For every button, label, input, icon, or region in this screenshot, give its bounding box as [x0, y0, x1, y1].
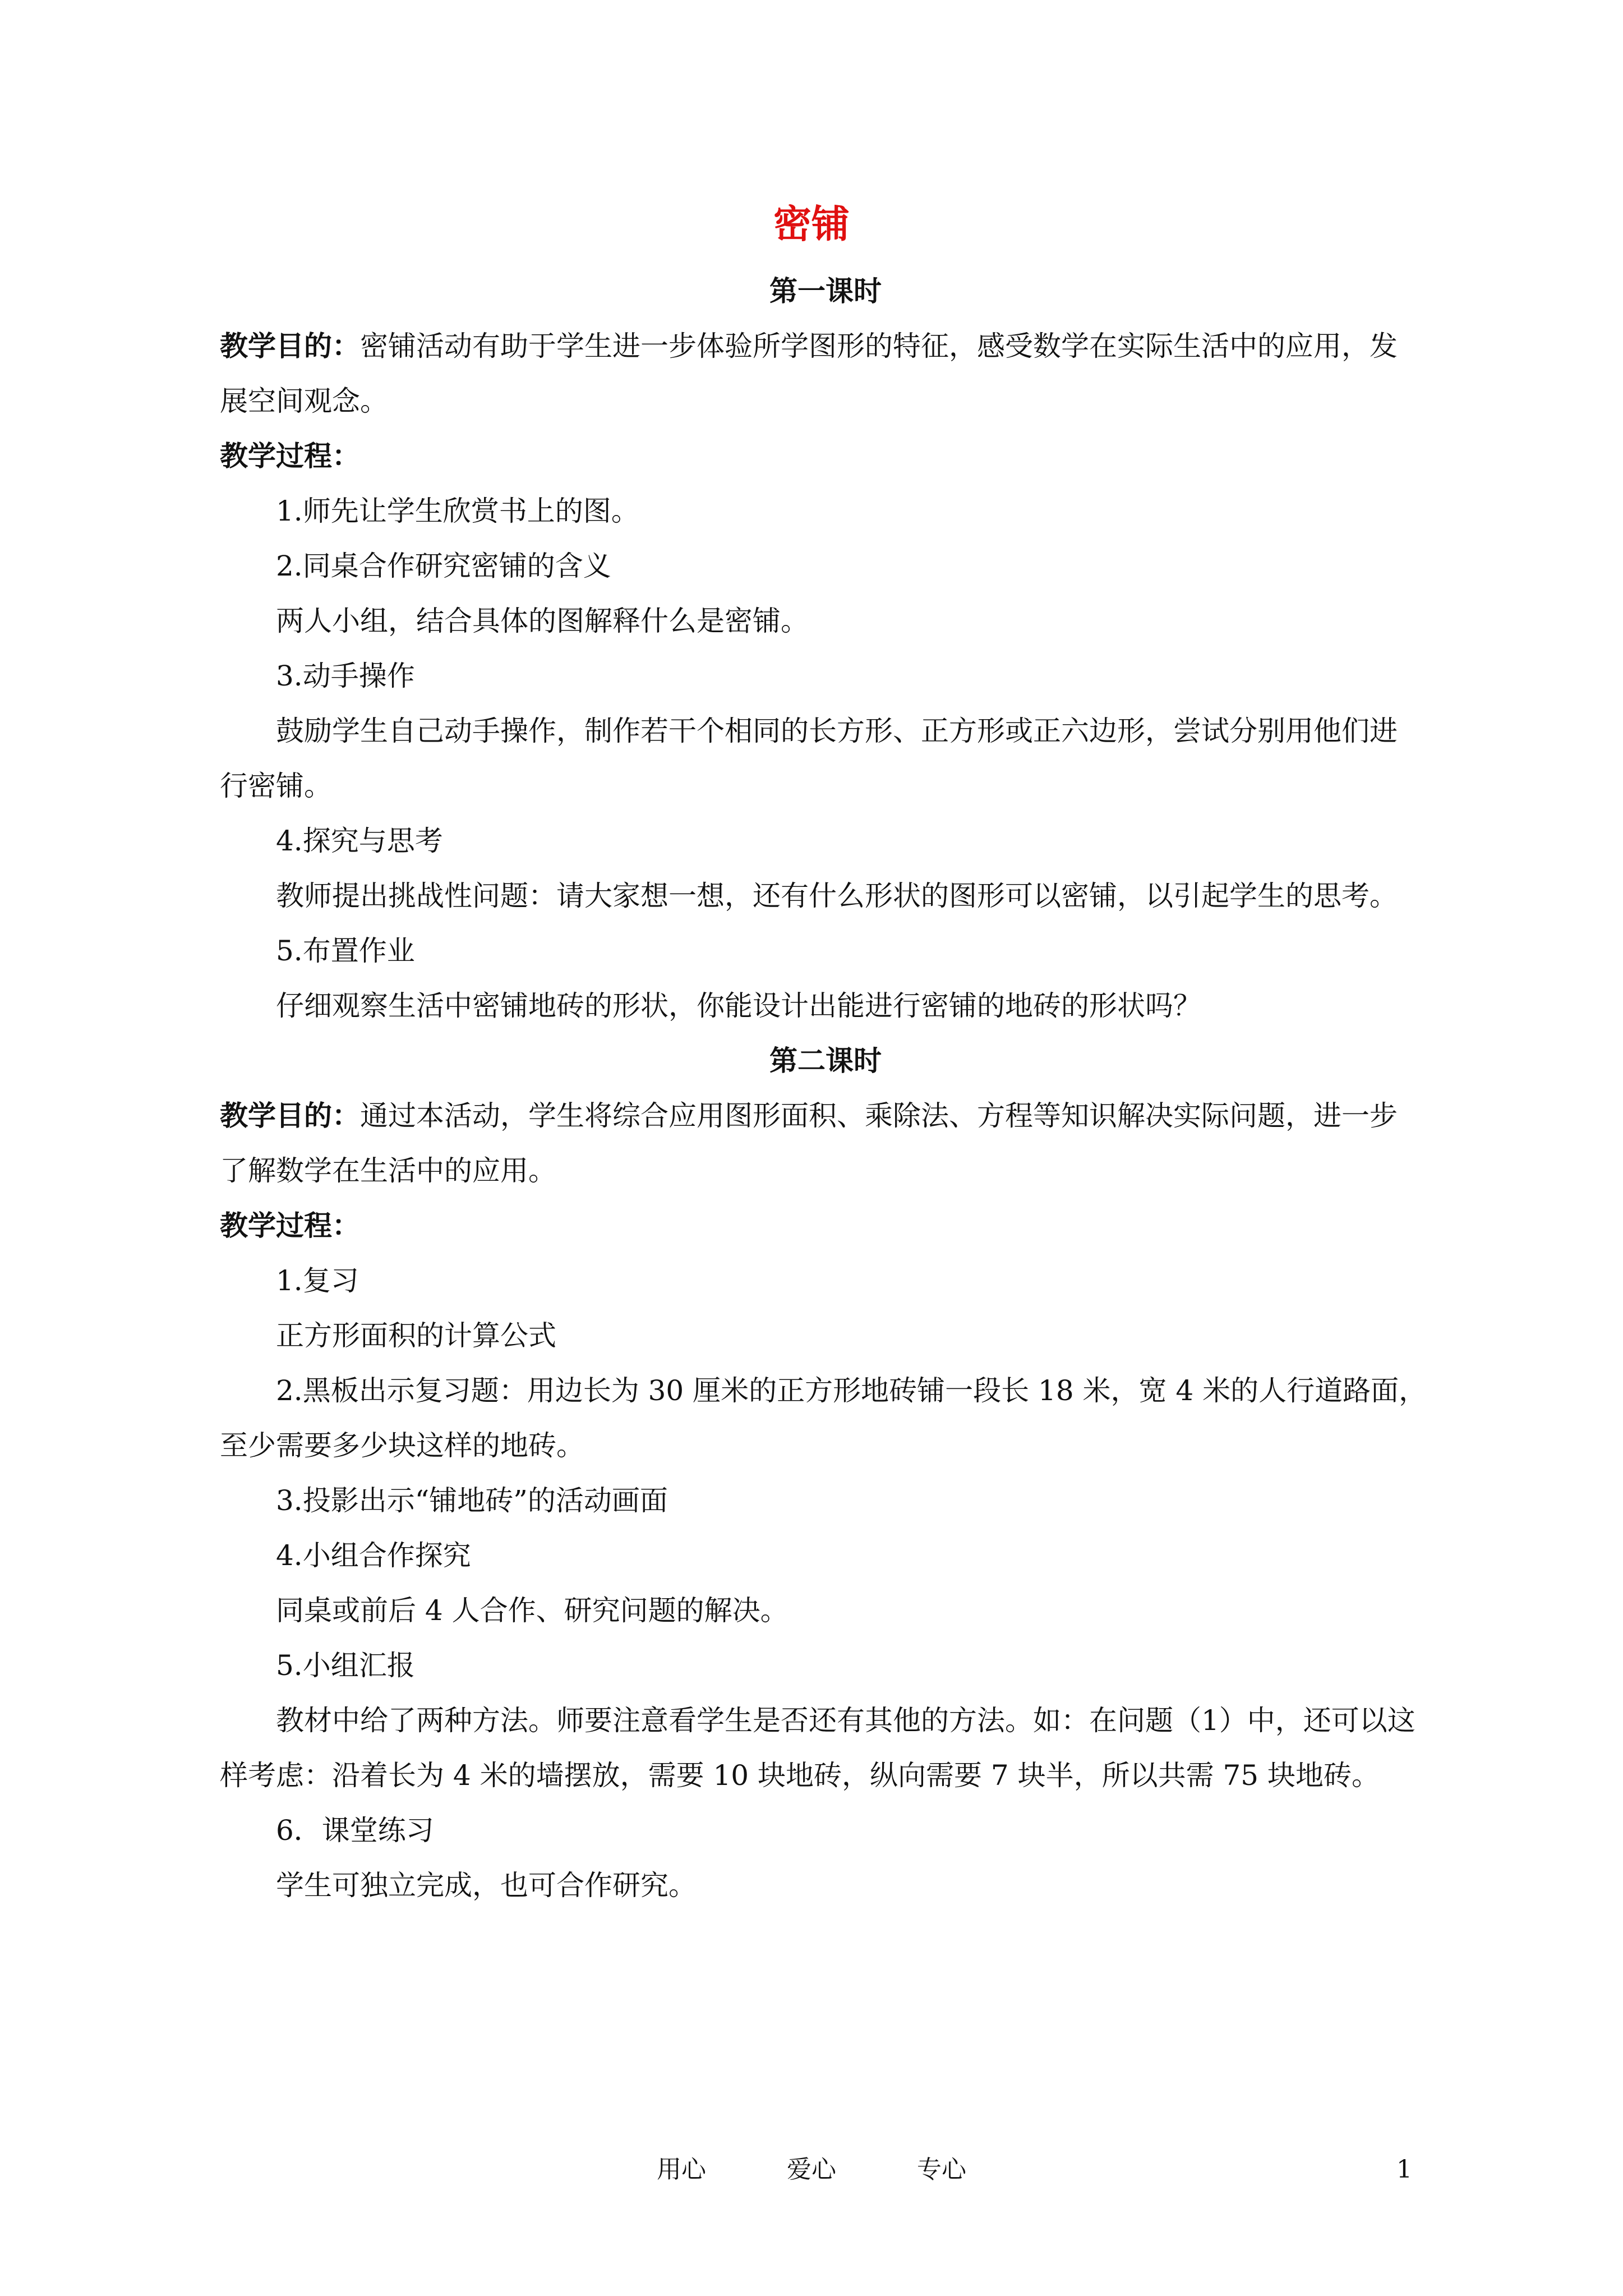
lesson2-step5-detail-1: 教材中给了两种方法。师要注意看学生是否还有其他的方法。如：在问题（1）中，还可以这 [276, 1704, 1415, 1737]
lesson1-step2: 2.同桌合作研究密铺的含义 [276, 550, 611, 582]
lesson2-heading: 第二课时 [769, 1044, 882, 1077]
lesson2-step2-line2: 至少需要多少块这样的地砖。 [220, 1429, 584, 1462]
lesson1-step4-detail: 教师提出挑战性问题：请大家想一想，还有什么形状的图形可以密铺，以引起学生的思考。 [276, 880, 1398, 912]
lesson2-goal-line1 [220, 1088, 1431, 1143]
lesson1-step3: 3.动手操作 [276, 660, 415, 692]
lesson1-process-label: 教学过程： [220, 439, 360, 472]
lesson1-step5: 5.布置作业 [276, 935, 415, 967]
lesson2-step1: 1.复习 [276, 1264, 359, 1297]
lesson1-step1: 1.师先让学生欣赏书上的图。 [276, 495, 639, 527]
document-body [220, 264, 1431, 1913]
lesson2-process-label: 教学过程： [220, 1209, 360, 1242]
lesson1-goal-line2: 展空间观念。 [220, 385, 388, 417]
lesson1-heading: 第一课时 [769, 274, 882, 307]
lesson2-step4: 4.小组合作探究 [276, 1539, 471, 1572]
lesson1-step4: 4.探究与思考 [276, 825, 443, 857]
lesson2-goal-line2: 了解数学在生活中的应用。 [220, 1154, 556, 1187]
lesson1-step5-detail: 仔细观察生活中密铺地砖的形状，你能设计出能进行密铺的地砖的形状吗？ [276, 990, 1201, 1022]
lesson1-step2-detail: 两人小组，结合具体的图解释什么是密铺。 [276, 605, 809, 637]
lesson2-step5: 5.小组汇报 [276, 1649, 415, 1682]
page-number: 1 [1396, 2155, 1412, 2184]
lesson2-goal-label: 教学目的： [220, 1099, 360, 1132]
lesson1-goal-label: 教学目的： [220, 329, 360, 362]
lesson1-goal-line1 [220, 319, 1431, 374]
lesson2-step2-line1: 2.黑板出示复习题：用边长为 30 厘米的正方形地砖铺一段长 18 米，宽 4 米的人行道路面， [276, 1374, 1427, 1407]
document-title: 密铺 [773, 202, 850, 247]
page-footer [0, 2153, 1623, 2187]
lesson1-step3-detail-2: 行密铺。 [220, 770, 332, 802]
lesson2-step3: 3.投影出示“铺地砖”的活动画面 [276, 1484, 668, 1517]
lesson2-step1-detail: 正方形面积的计算公式 [276, 1319, 556, 1352]
footer-motto: 用心 爱心 专心 [657, 2155, 966, 2184]
lesson1-step3-detail-1: 鼓励学生自己动手操作，制作若干个相同的长方形、正方形或正六边形，尝试分别用他们进 [276, 715, 1398, 747]
lesson2-step6-detail: 学生可独立完成，也可合作研究。 [276, 1869, 697, 1902]
lesson2-step6: 6．课堂练习 [276, 1814, 434, 1847]
lesson2-step5-detail-2: 样考虑：沿着长为 4 米的墙摆放，需要 10 块地砖，纵向需要 7 块半，所以共需 75 块地砖。 [220, 1759, 1380, 1792]
lesson2-step4-detail: 同桌或前后 4 人合作、研究问题的解决。 [276, 1594, 789, 1627]
lesson1-goal-text: 密铺活动有助于学生进一步体验所学图形的特征，感受数学在实际生活中的应用，发 [360, 330, 1398, 362]
lesson2-goal-text: 通过本活动，学生将综合应用图形面积、乘除法、方程等知识解决实际问题，进一步 [360, 1099, 1398, 1132]
